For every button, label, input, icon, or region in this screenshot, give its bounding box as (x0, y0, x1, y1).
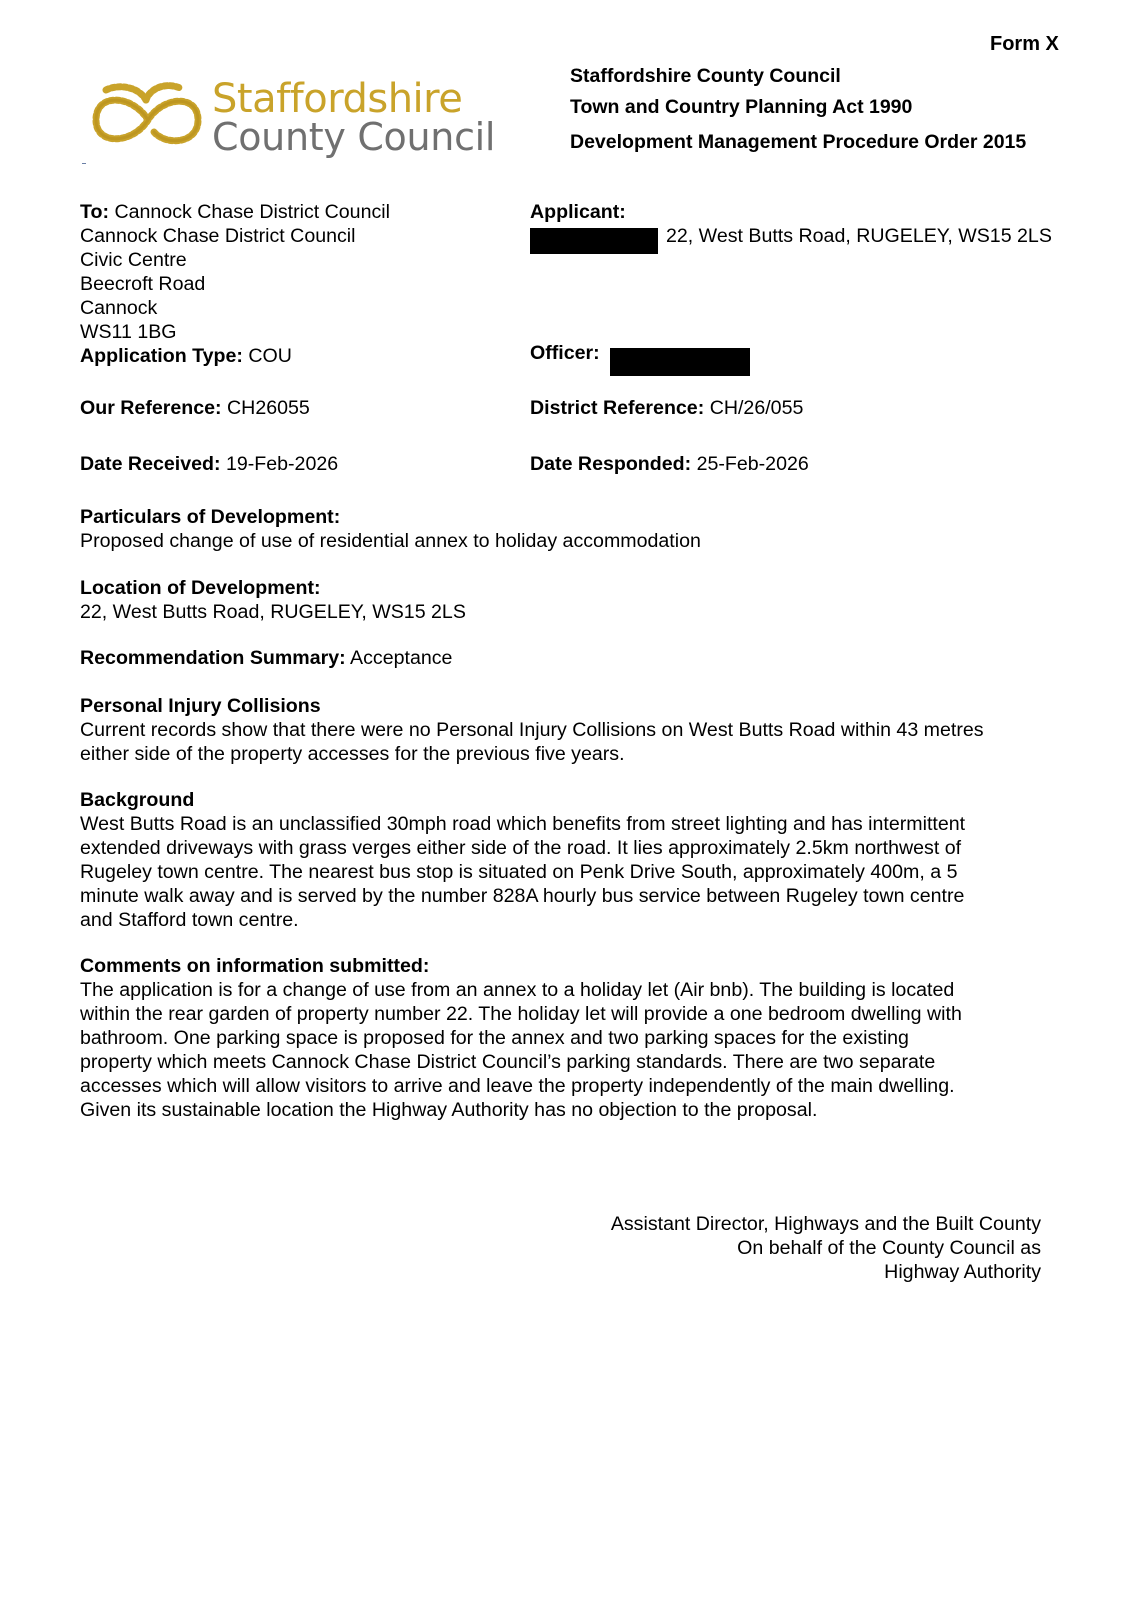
location-text: 22, West Butts Road, RUGELEY, WS15 2LS (80, 601, 466, 623)
header-council: Staffordshire County Council (570, 65, 841, 87)
our-reference-label: Our Reference: (80, 397, 222, 419)
district-reference-value: CH/26/055 (709, 397, 804, 419)
background-line: Rugeley town centre. The nearest bus stop is situated on Penk Drive South, approximately 400m, a 5 (80, 861, 958, 883)
particulars-heading: Particulars of Development: (80, 506, 341, 528)
collisions-heading: Personal Injury Collisions (80, 695, 321, 717)
signature-line: On behalf of the County Council as (737, 1237, 1041, 1259)
comments-line: The application is for a change of use from an annex to a holiday let (Air bnb). The building is located (80, 979, 955, 1001)
recommendation-value: Acceptance (350, 647, 453, 669)
background-line: and Stafford town centre. (80, 909, 299, 931)
applicant-address: 22, West Butts Road, RUGELEY, WS15 2LS (666, 225, 1052, 247)
officer-name-redaction (610, 348, 750, 376)
comments-heading: Comments on information submitted: (80, 955, 430, 977)
header-order: Development Management Procedure Order 2015 (570, 131, 1027, 153)
to-address-line: Civic Centre (80, 249, 187, 271)
collisions-line: Current records show that there were no Personal Injury Collisions on West Butts Road within 43 metres (80, 719, 984, 741)
background-line: West Butts Road is an unclassified 30mph road which benefits from street lighting and has intermittent (80, 813, 966, 835)
to-address-line: WS11 1BG (80, 321, 177, 343)
background-line: minute walk away and is served by the number 828A hourly bus service between Rugeley town centre (80, 885, 965, 907)
recommendation-summary (80, 646, 1070, 670)
collisions-line: either side of the property accesses for the previous five years. (80, 743, 625, 765)
to-address-line: Cannock Chase District Council (80, 225, 356, 247)
recommendation-label: Recommendation Summary: (80, 647, 346, 669)
to-address-line: Cannock (80, 297, 158, 319)
date-responded (530, 452, 809, 476)
background-heading: Background (80, 789, 195, 811)
our-reference-value: CH26055 (227, 397, 310, 419)
signature-line: Assistant Director, Highways and the Built County (610, 1213, 1041, 1235)
logo-underline-mark (82, 163, 86, 164)
comments-line: within the rear garden of property number 22. The holiday let will provide a one bedroom dwelling with (80, 1003, 962, 1025)
particulars-section (80, 505, 1070, 553)
district-reference-label: District Reference: (530, 397, 705, 419)
location-heading: Location of Development: (80, 577, 321, 599)
logo-line-2: County Council (212, 115, 496, 159)
comments-line: accesses which will allow visitors to arrive and leave the property independently of the main dwelling. (80, 1075, 955, 1097)
background-line: extended driveways with grass verges either side of the road. It lies approximately 2.5km northwest of (80, 837, 962, 859)
location-section (80, 576, 1070, 624)
background-section (80, 788, 1070, 932)
to-block (80, 200, 390, 368)
signature-block (611, 1212, 1041, 1284)
collisions-section (80, 694, 1070, 766)
to-label: To: (80, 201, 110, 223)
date-received-value: 19-Feb-2026 (225, 453, 339, 475)
comments-line: property which meets Cannock Chase District Council’s parking standards. There are two separate (80, 1051, 936, 1073)
signature-line: Highway Authority (884, 1261, 1041, 1283)
staffordshire-knot-icon (88, 80, 206, 160)
date-responded-label: Date Responded: (530, 453, 692, 475)
to-address-line: Beecroft Road (80, 273, 206, 295)
our-reference (80, 396, 310, 420)
applicant-name-redaction (530, 228, 658, 254)
particulars-text: Proposed change of use of residential annex to holiday accommodation (80, 530, 701, 552)
application-type-label: Application Type: (80, 345, 243, 367)
application-type-value: COU (248, 345, 292, 367)
date-received (80, 452, 338, 476)
comments-line: bathroom. One parking space is proposed for the annex and two parking spaces for the existing (80, 1027, 909, 1049)
officer-label: Officer: (530, 342, 600, 364)
logo-line-1: Staffordshire (212, 76, 463, 122)
to-name: Cannock Chase District Council (114, 201, 390, 223)
district-reference (530, 396, 803, 420)
date-responded-value: 25-Feb-2026 (696, 453, 809, 475)
form-label: Form X (990, 33, 1059, 55)
date-received-label: Date Received: (80, 453, 221, 475)
header-act: Town and Country Planning Act 1990 (570, 96, 913, 118)
applicant-label: Applicant: (530, 201, 626, 223)
comments-section (80, 954, 1070, 1122)
comments-line: Given its sustainable location the Highway Authority has no objection to the proposal. (80, 1099, 818, 1121)
